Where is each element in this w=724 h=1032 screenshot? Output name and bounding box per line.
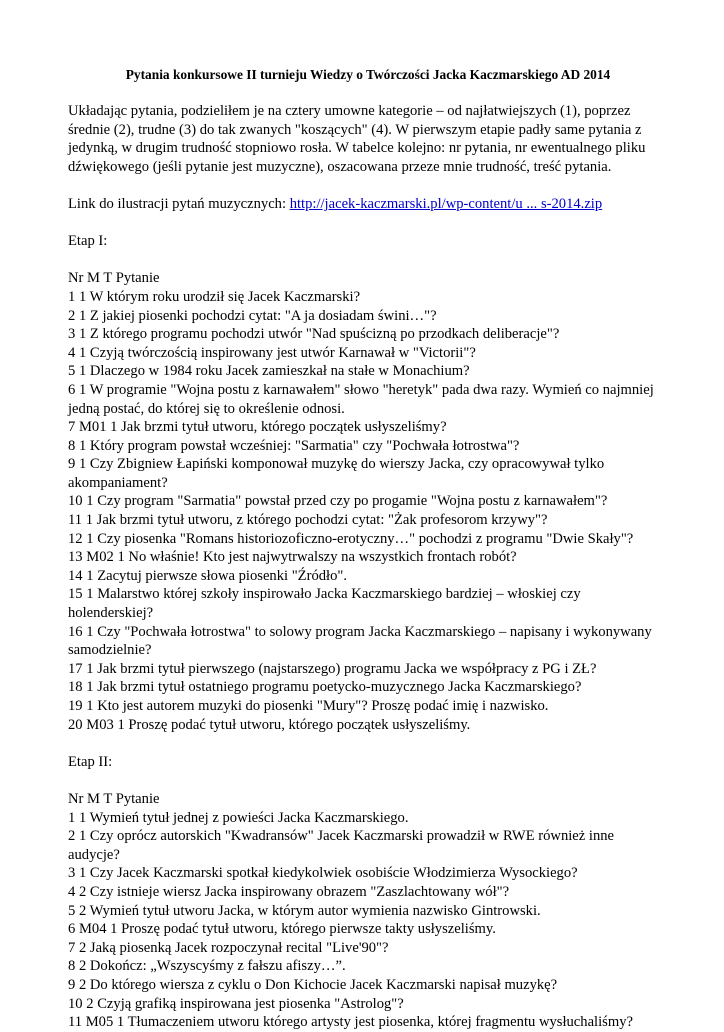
spacer bbox=[68, 176, 668, 195]
question-line: 4 1 Czyją twórczością inspirowany jest utwór Karnawał w "Victorii"? bbox=[68, 344, 476, 361]
question-line: 9 1 Czy Zbigniew Łapiński komponował muzykę do wierszy Jacka, czy opracowywał tylko akompaniament? bbox=[68, 456, 605, 491]
question-line: 1 1 Wymień tytuł jednej z powieści Jacka Kaczmarskiego. bbox=[68, 809, 409, 826]
question-line: 11 1 Jak brzmi tytuł utworu, z którego pochodzi cytat: "Żak profesorom krzywy"? bbox=[68, 512, 548, 529]
question-line: 10 2 Czyją grafiką inspirowana jest piosenka "Astrolog"? bbox=[68, 995, 404, 1012]
question-line: 9 2 Do którego wiersza z cyklu o Don Kichocie Jacek Kaczmarski napisał muzykę? bbox=[68, 976, 558, 993]
question-line: 7 M01 1 Jak brzmi tytuł utworu, którego początek usłyszeliśmy? bbox=[68, 419, 447, 436]
question-line: 13 M02 1 No właśnie! Kto jest najwytrwalszy na wszystkich frontach robót? bbox=[68, 549, 517, 566]
question-line: 3 1 Czy Jacek Kaczmarski spotkał kiedykolwiek osobiście Włodzimierza Wysockiego? bbox=[68, 865, 578, 882]
question-line: 4 2 Czy istnieje wiersz Jacka inspirowany obrazem "Zaszlachtowany wół"? bbox=[68, 883, 510, 900]
question-line: 7 2 Jaką piosenką Jacek rozpoczynał recital "Live'90"? bbox=[68, 939, 389, 956]
stage2-table-header: Nr M T Pytanie bbox=[68, 790, 160, 807]
question-line: 5 1 Dlaczego w 1984 roku Jacek zamieszkał na stałe w Monachium? bbox=[68, 363, 470, 380]
spacer bbox=[68, 251, 668, 270]
question-line: 10 1 Czy program "Sarmatia" powstał przed czy po progamie "Wojna postu z karnawałem"? bbox=[68, 493, 608, 510]
question-line: 1 1 W którym roku urodził się Jacek Kaczmarski? bbox=[68, 288, 361, 305]
intro-paragraph: Układając pytania, podzieliłem je na cztery umowne kategorie – od najłatwiejszych (1), poprzez średnie (2), trudne (3) do tak zwanych "koszących" (4). W pierwszym etapie padły same pytania z jedynką, w drugim trudność stopniowo rosła. W tabelce kolejno: nr pytania, nr ewentualnego pliku dźwiękowego (jeśli pytanie jest muzyczne), oszacowana przeze mnie trudność, treść pytania. bbox=[68, 103, 646, 175]
question-line: 8 2 Dokończ: „Wszyscyśmy z fałszu afiszy…”. bbox=[68, 958, 346, 975]
question-line: 8 1 Który program powstał wcześniej: "Sarmatia" czy "Pochwała łotrostwa"? bbox=[68, 437, 520, 454]
question-line: 17 1 Jak brzmi tytuł pierwszego (najstarszego) programu Jacka we współpracy z PG i ZŁ? bbox=[68, 660, 597, 677]
question-line: 6 1 W programie "Wojna postu z karnawałem" słowo "heretyk" pada dwa razy. Wymień co najmniej jedną postać, do której się to określenie odnosi. bbox=[68, 381, 654, 417]
question-line: 2 1 Z jakiej piosenki pochodzi cytat: "A ja dosiadam świni…"? bbox=[68, 307, 437, 324]
spacer bbox=[68, 214, 668, 233]
document-page bbox=[68, 66, 668, 1032]
question-line: 20 M03 1 Proszę podać tytuł utworu, którego początek usłyszeliśmy. bbox=[68, 716, 471, 733]
question-line: 14 1 Zacytuj pierwsze słowa piosenki "Źródło". bbox=[68, 567, 347, 584]
question-line: 12 1 Czy piosenka "Romans historiozoficzno-erotyczny…" pochodzi z programu "Dwie Skały"? bbox=[68, 530, 634, 547]
question-line: 2 1 Czy oprócz autorskich "Kwadransów" Jacek Kaczmarski prowadził w RWE również inne audycje? bbox=[68, 828, 615, 863]
stage1-table-header: Nr M T Pytanie bbox=[68, 270, 160, 287]
question-line: 3 1 Z którego programu pochodzi utwór "Nad spuścizną po przodkach deliberacje"? bbox=[68, 326, 560, 343]
spacer bbox=[68, 734, 668, 753]
stage2-heading: Etap II: bbox=[68, 753, 113, 770]
stage1-heading: Etap I: bbox=[68, 233, 108, 250]
link-paragraph bbox=[68, 195, 668, 214]
question-line: 16 1 Czy "Pochwała łotrostwa" to solowy program Jacka Kaczmarskiego – napisany i wykonywany samodzielnie? bbox=[68, 623, 652, 659]
question-line: 15 1 Malarstwo której szkoły inspirowało Jacka Kaczmarskiego bardziej – włoskiej czy holenderskiej? bbox=[68, 586, 581, 622]
question-line: 11 M05 1 Tłumaczeniem utworu którego artysty jest piosenka, której fragmentu wysłuchaliśmy? bbox=[68, 1014, 633, 1031]
stage2-question-list bbox=[68, 809, 668, 1032]
link-prefix: Link do ilustracji pytań muzycznych: bbox=[68, 195, 290, 212]
question-line: 18 1 Jak brzmi tytuł ostatniego programu poetycko-muzycznego Jacka Kaczmarskiego? bbox=[68, 679, 582, 696]
question-line: 6 M04 1 Proszę podać tytuł utworu, którego pierwsze takty usłyszeliśmy. bbox=[68, 921, 496, 938]
document-title: Pytania konkursowe II turnieju Wiedzy o Twórczości Jacka Kaczmarskiego AD 2014 bbox=[125, 67, 611, 82]
stage1-question-list bbox=[68, 288, 668, 734]
question-line: 5 2 Wymień tytuł utworu Jacka, w którym autor wymienia nazwisko Gintrowski. bbox=[68, 902, 541, 919]
question-line: 19 1 Kto jest autorem muzyki do piosenki "Mury"? Proszę podać imię i nazwisko. bbox=[68, 698, 549, 714]
spacer bbox=[68, 771, 668, 790]
music-files-link[interactable]: http://jacek-kaczmarski.pl/wp-content/u ... s-2014.zip bbox=[289, 195, 603, 212]
